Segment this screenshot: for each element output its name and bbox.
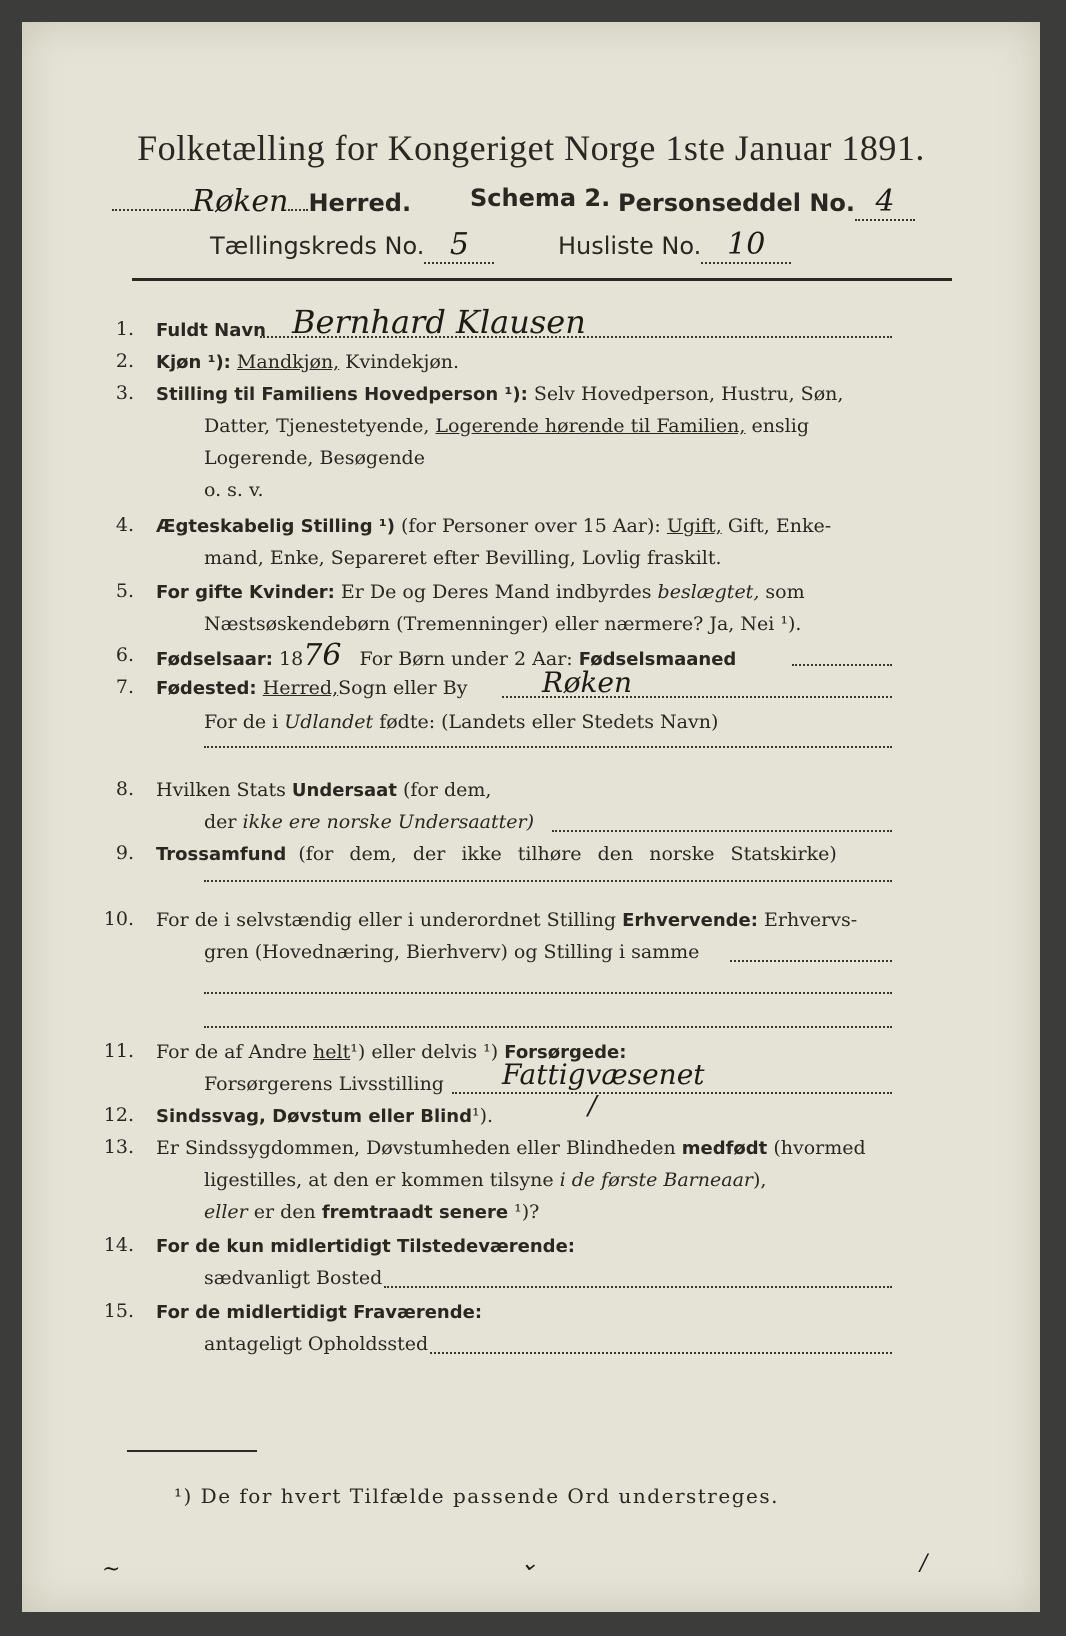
item-14-row-2: sædvanligt Bosted	[204, 1267, 383, 1289]
personseddel-label: Personseddel No.	[618, 189, 856, 217]
husliste-value: 10	[701, 227, 791, 264]
citizenship-dotted-line	[552, 830, 892, 832]
item-9-row: Trossamfund (for dem, der ikke tilhøre den norske Statskirke)	[156, 843, 837, 865]
provider-value: Fattigvæsenet	[502, 1058, 705, 1091]
item-11-row: For de af Andre helt¹) eller delvis ¹) Forsørgede:	[156, 1041, 627, 1063]
residence-dotted-line	[384, 1286, 892, 1288]
schema-label: Schema 2.	[470, 184, 611, 212]
item-number: 3.	[115, 382, 134, 404]
item-4-row-2: mand, Enke, Separeret efter Bevilling, Lovlig fraskilt.	[204, 547, 722, 569]
item-number: 9.	[115, 842, 134, 864]
item-13-row-3: eller er den fremtraadt senere ¹)?	[204, 1201, 540, 1223]
kreds-label: Tællingskreds No.	[210, 232, 425, 260]
item-13-row: Er Sindssygdommen, Døvstumheden eller Blindheden medfødt (hvormed	[156, 1137, 866, 1159]
item-number: 2.	[115, 350, 134, 372]
herred-value: Røken	[192, 184, 289, 219]
birth-year-value: 76	[303, 638, 342, 673]
religion-dotted-line	[204, 880, 892, 882]
birthplace-dotted-line	[502, 696, 892, 698]
item-2-row: Kjøn ¹): Mandkjøn, Kvindekjøn.	[156, 351, 460, 373]
ink-mark: ~	[102, 1557, 121, 1582]
footnote-rule	[127, 1450, 257, 1452]
item-13-row-2: ligestilles, at den er kommen tilsyne i de første Barneaar),	[204, 1169, 767, 1191]
herred-label: Herred.	[308, 189, 412, 217]
birthplace-value: Røken	[542, 666, 633, 699]
whereabouts-dotted-line	[430, 1352, 892, 1354]
full-name-value: Bernhard Klausen	[292, 303, 586, 341]
name-dotted-line	[260, 336, 892, 338]
item-number: 14.	[103, 1234, 134, 1256]
item-number: 13.	[103, 1136, 134, 1158]
provider-dotted-line	[452, 1092, 892, 1094]
item-number: 4.	[115, 514, 134, 536]
item-15-row: For de midlertidigt Fraværende:	[156, 1302, 483, 1323]
kreds-value: 5	[424, 227, 494, 264]
item-number: 5.	[115, 580, 134, 602]
header-rule	[132, 278, 952, 281]
item-7-row: Fødested: Herred,Sogn eller By	[156, 677, 468, 699]
item-number: 10.	[103, 908, 134, 930]
item-3-row-2: Datter, Tjenestetyende, Logerende hørende til Familien, enslig	[204, 415, 810, 437]
item-5-row: For gifte Kvinder: Er De og Deres Mand indbyrdes beslægtet, som	[156, 581, 805, 603]
item-4-row: Ægteskabelig Stilling ¹) (for Personer over 15 Aar): Ugift, Gift, Enke-	[156, 515, 832, 537]
ink-mark: ⌄	[520, 1551, 539, 1576]
foreign-birthplace-dotted-line	[204, 746, 892, 748]
item-number: 6.	[115, 644, 134, 666]
item-7-row-2: For de i Udlandet fødte: (Landets eller Stedets Navn)	[204, 711, 719, 733]
occupation-dotted-line-3	[204, 1026, 892, 1028]
census-form-sheet	[22, 22, 1040, 1612]
item-1-label: Fuldt Navn	[156, 320, 266, 341]
item-5-row-2: Næstsøskendebørn (Tremenninger) eller nærmere? Ja, Nei ¹).	[204, 613, 802, 635]
item-number: 11.	[103, 1040, 134, 1062]
birth-month-dotted-line	[792, 664, 892, 666]
footnote: ¹) De for hvert Tilfælde passende Ord understreges.	[174, 1484, 779, 1508]
personseddel-line	[618, 184, 915, 221]
handwritten-mark: /	[588, 1091, 597, 1121]
item-14-row: For de kun midlertidigt Tilstedeværende:	[156, 1236, 575, 1257]
item-15-row-2: antageligt Opholdssted	[204, 1333, 429, 1355]
item-10-row-2: gren (Hovednæring, Bierhverv) og Stilling i samme	[204, 941, 700, 963]
occupation-dotted-line	[730, 960, 892, 962]
item-8-row: Hvilken Stats Undersaat (for dem,	[156, 779, 492, 801]
item-11-row-2: Forsørgerens Livsstilling	[204, 1073, 444, 1095]
husliste-line	[558, 227, 791, 264]
item-3-row: Stilling til Familiens Hovedperson ¹): Selv Hovedperson, Hustru, Søn,	[156, 383, 844, 405]
form-title: Folketælling for Kongeriget Norge 1ste Januar 1891.	[137, 128, 925, 168]
item-8-row-2: der ikke ere norske Undersaatter)	[204, 811, 535, 833]
item-number: 7.	[115, 676, 134, 698]
item-number: 8.	[115, 778, 134, 800]
herred-line	[112, 184, 411, 219]
item-6-row: Fødselsaar: 1876 For Børn under 2 Aar: Fødselsmaaned	[156, 638, 737, 673]
item-12-row: Sindssvag, Døvstum eller Blind¹).	[156, 1105, 494, 1127]
item-number: 12.	[103, 1104, 134, 1126]
item-3-row-3: Logerende, Besøgende	[204, 447, 425, 469]
item-number: 1.	[115, 318, 134, 340]
kreds-line	[210, 227, 494, 264]
item-number: 15.	[103, 1300, 134, 1322]
item-3-row-4: o. s. v.	[204, 479, 264, 501]
personseddel-value: 4	[855, 184, 915, 221]
item-10-row: For de i selvstændig eller i underordnet Stilling Erhvervende: Erhvervs-	[156, 909, 858, 931]
ink-mark: /	[920, 1551, 928, 1576]
occupation-dotted-line-2	[204, 992, 892, 994]
husliste-label: Husliste No.	[558, 232, 702, 260]
